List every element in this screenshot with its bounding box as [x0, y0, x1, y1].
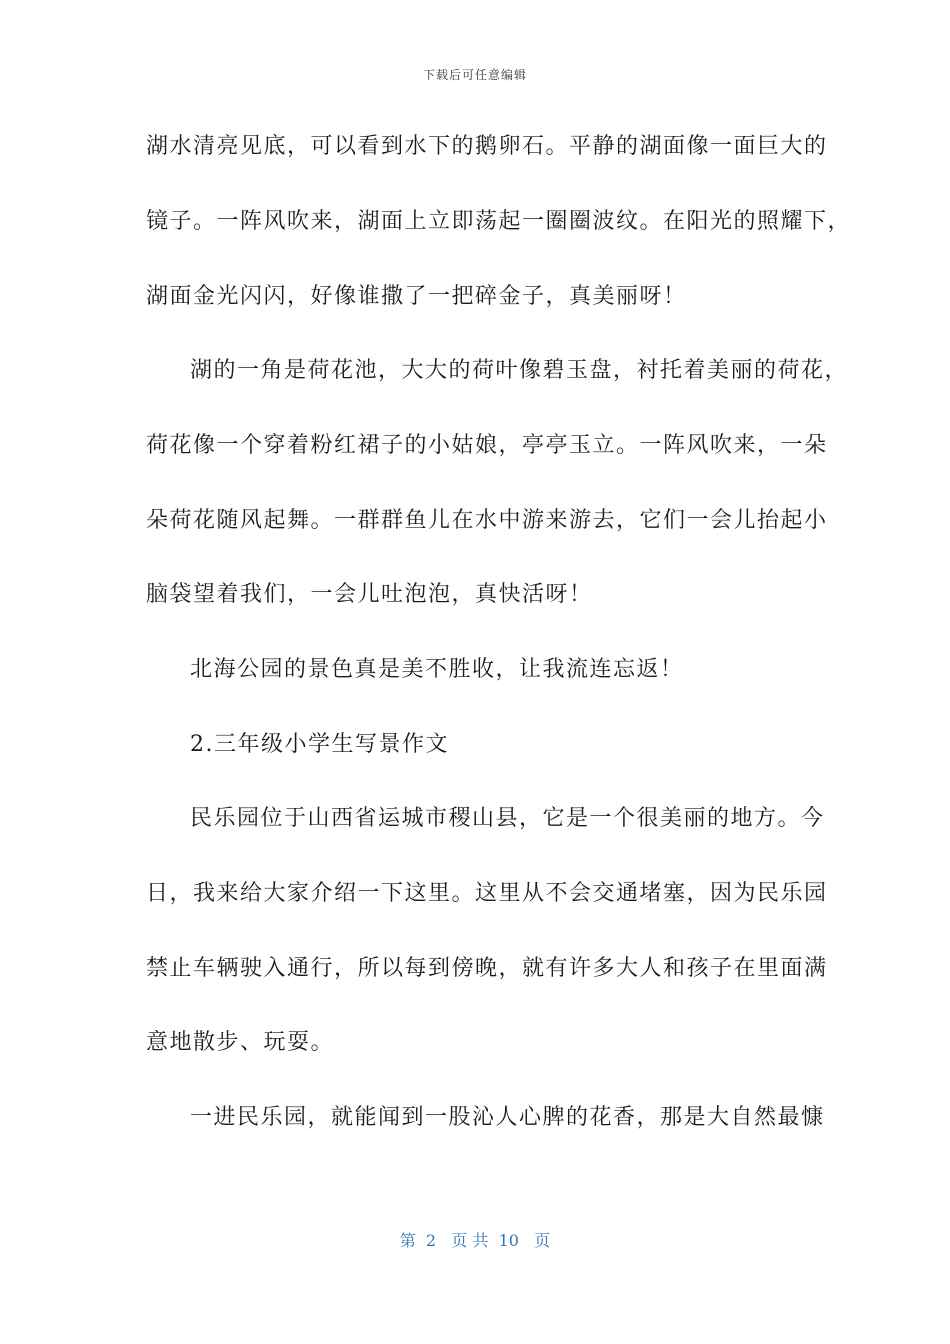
text-line-8: 北海公园的景色真是美不胜收，让我流连忘返！: [190, 657, 684, 682]
text-line-10: 民乐园位于山西省运城市稷山县，它是一个很美丽的地方。今: [190, 806, 825, 831]
text-line-6: 朵荷花随风起舞。一群群鱼儿在水中游来游去，它们一会儿抬起小: [146, 508, 828, 533]
text-line-4: 湖的一角是荷花池，大大的荷叶像碧玉盘，衬托着美丽的荷花，: [190, 358, 849, 383]
page-header: 下载后可任意编辑: [422, 68, 527, 82]
text-line-3: 湖面金光闪闪，好像谁撒了一把碎金子，真美丽呀！: [146, 284, 687, 309]
text-line-14: 一进民乐园，就能闻到一股沁人心脾的花香，那是大自然最慷: [190, 1105, 825, 1130]
text-line-11: 日，我来给大家介绍一下这里。这里从不会交通堵塞，因为民乐园: [146, 881, 828, 906]
section-heading: 2.三年级小学生写景作文: [190, 732, 449, 757]
text-line-13: 意地散步、玩耍。: [146, 1030, 335, 1055]
text-line-1: 湖水清亮见底，可以看到水下的鹅卵石。平静的湖面像一面巨大的: [146, 134, 828, 159]
page-number-footer: 第 2 页 共 10 页: [399, 1231, 551, 1250]
text-line-5: 荷花像一个穿着粉红裙子的小姑娘，亭亭玉立。一阵风吹来，一朵: [146, 433, 828, 458]
text-line-12: 禁止车辆驶入通行，所以每到傍晚，就有许多大人和孩子在里面满: [146, 956, 828, 981]
text-line-7: 脑袋望着我们，一会儿吐泡泡，真快活呀！: [146, 582, 593, 607]
text-line-2: 镜子。一阵风吹来，湖面上立即荡起一圈圈波纹。在阳光的照耀下，: [146, 209, 852, 234]
